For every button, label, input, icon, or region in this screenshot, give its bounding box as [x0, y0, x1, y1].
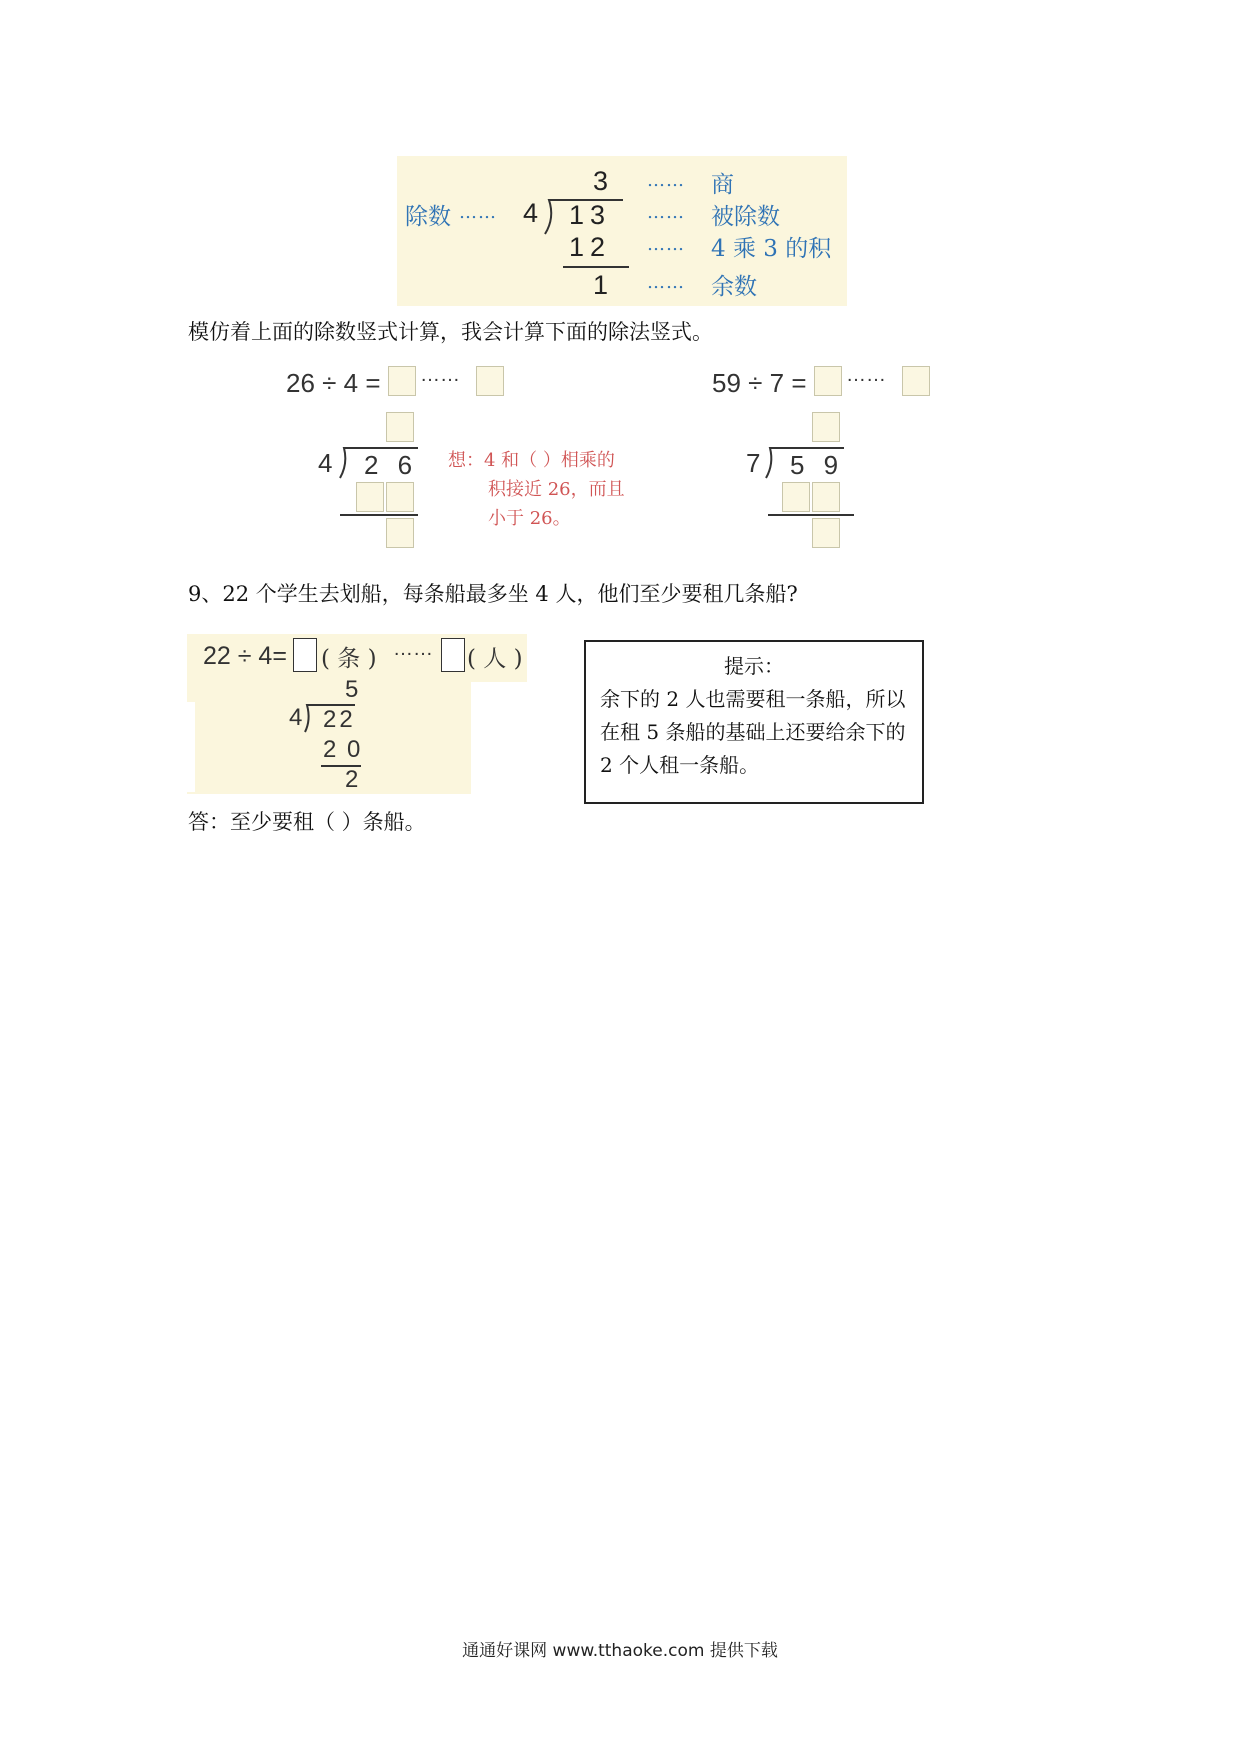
problem-b-vertical-quotient-box[interactable] [812, 412, 840, 442]
example-product: 12 [569, 232, 612, 262]
answer-line: 答：至少要租（ ）条船。 [188, 810, 426, 834]
problem-a-product-ones-box[interactable] [386, 482, 414, 512]
problem-a-divisor: 4 [318, 448, 333, 478]
q9-people-box[interactable] [441, 638, 465, 672]
problem-b-remainder-vertical-box[interactable] [812, 518, 840, 548]
example-label-dividend: 被除数 [711, 204, 780, 230]
footer-credit: 通通好课网 www.tthaoke.com 提供下载 [462, 1641, 778, 1661]
panel-mask-right [471, 682, 527, 794]
question-9-text: 9、22 个学生去划船，每条船最多坐 4 人，他们至少要租几条船? [188, 582, 798, 606]
q9-dividend: 22 [323, 706, 356, 733]
example-remainder: 1 [593, 270, 609, 300]
q9-dots: …… [393, 638, 433, 660]
problem-b-dividend: 5 9 [790, 450, 845, 480]
q9-boats-box[interactable] [293, 638, 317, 672]
example-label-remainder: 余数 [711, 274, 757, 300]
q9-equation: 22 ÷ 4= [203, 642, 287, 670]
hint-body: 余下的 2 人也需要租一条船，所以在租 5 条船的基础上还要给余下的 2 个人租一条船。 [600, 687, 906, 777]
example-dots-divisor: …… [459, 202, 497, 223]
problem-a-hint [448, 446, 625, 533]
panel-mask-left [185, 702, 195, 792]
problem-a-vertical-quotient-box[interactable] [386, 412, 414, 442]
hint-line-1: 想：4 和（ ）相乘的 [448, 450, 615, 471]
problem-b-divisor: 7 [746, 448, 761, 478]
question-9-work-panel [187, 634, 527, 794]
example-label-product: 4 乘 3 的积 [711, 236, 832, 262]
subtraction-line [563, 266, 629, 268]
hint-box [584, 640, 924, 804]
example-label-divisor: 除数 [405, 204, 451, 230]
example-dots-remainder: …… [647, 272, 685, 293]
problem-a-dots: …… [420, 364, 460, 386]
problem-b-product-tens-box[interactable] [782, 482, 810, 512]
example-dots-quotient: …… [647, 170, 685, 191]
example-divisor: 4 [523, 198, 539, 228]
problem-b-quotient-box[interactable] [814, 366, 842, 396]
problem-a [280, 360, 700, 560]
example-dots-product: …… [647, 234, 685, 255]
q9-quotient: 5 [345, 676, 359, 703]
problem-b-remainder-box[interactable] [902, 366, 930, 396]
q9-divisor: 4 [289, 704, 303, 731]
example-dots-dividend: …… [647, 202, 685, 223]
instruction-text: 模仿着上面的除数竖式计算，我会计算下面的除法竖式。 [188, 320, 713, 344]
problem-a-remainder-box[interactable] [476, 366, 504, 396]
problem-a-subtraction-line [340, 514, 418, 516]
q9-unit-boat: ( 条 ) [321, 646, 377, 672]
example-quotient: 3 [593, 166, 609, 196]
q9-unit-person: ( 人 ) [467, 646, 523, 672]
q9-product: 2 0 [323, 736, 363, 763]
long-division-example [397, 156, 847, 306]
problem-b-product-ones-box[interactable] [812, 482, 840, 512]
problem-b-dots: …… [846, 364, 886, 386]
example-dividend: 13 [569, 200, 612, 230]
problem-a-equation: 26 ÷ 4 = [286, 368, 381, 398]
example-label-quotient: 商 [711, 172, 734, 198]
hint-line-2: 积接近 26，而且 [488, 479, 625, 500]
problem-a-product-tens-box[interactable] [356, 482, 384, 512]
problem-a-quotient-box[interactable] [388, 366, 416, 396]
problem-b [706, 360, 966, 560]
problem-a-dividend: 2 6 [364, 450, 419, 480]
hint-line-3: 小于 26。 [488, 508, 571, 529]
problem-a-remainder-vertical-box[interactable] [386, 518, 414, 548]
problem-b-subtraction-line [768, 514, 854, 516]
hint-title: 提示： [724, 654, 784, 678]
q9-remainder: 2 [345, 766, 359, 793]
problem-b-equation: 59 ÷ 7 = [712, 368, 807, 398]
